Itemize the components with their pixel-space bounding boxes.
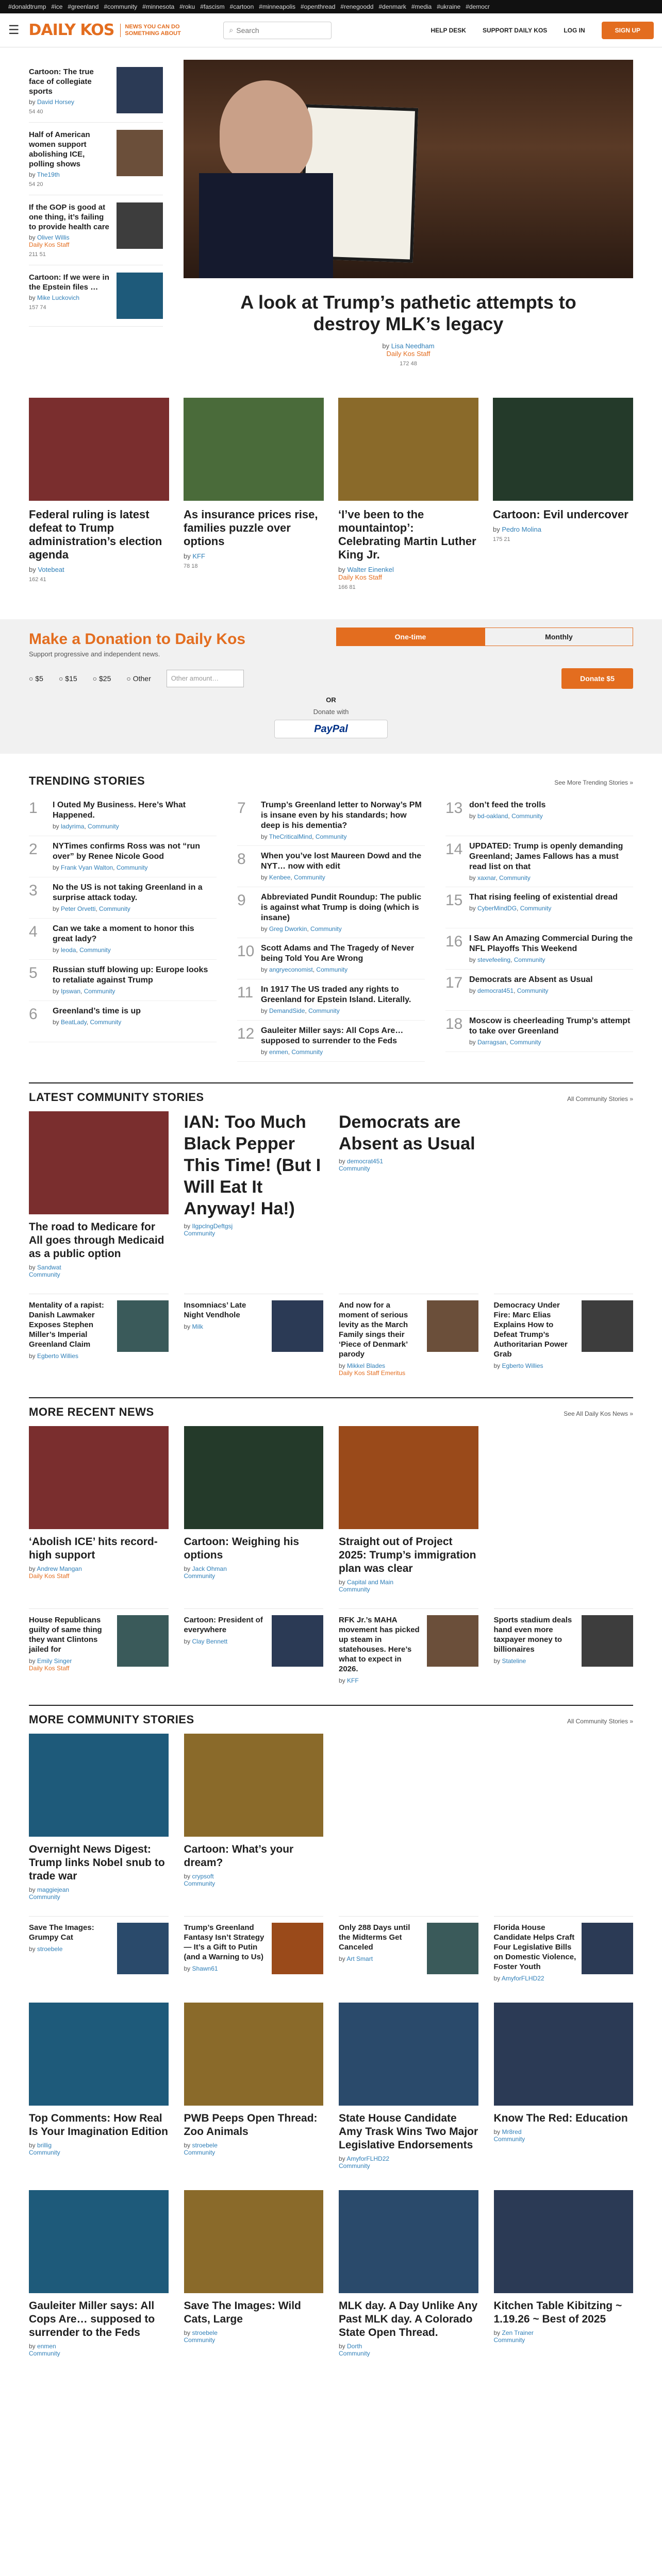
- trending-title[interactable]: Trump’s Greenland letter to Norway’s PM is insane even by his standards; how deep is his dementia?: [261, 801, 422, 830]
- trending-rank: 4: [29, 923, 38, 940]
- story-card[interactable]: [184, 1734, 324, 1901]
- trending-column: [29, 795, 217, 1062]
- tag-link[interactable]: #media: [411, 3, 432, 10]
- small-story-title[interactable]: Sports stadium deals hand even more taxpayer money to billionaires: [493, 1616, 572, 1654]
- trending-rank: 2: [29, 841, 38, 858]
- frequency-toggle: [336, 628, 633, 646]
- left-story-byline: by Mike Luckovich: [29, 294, 80, 301]
- trending-more-link[interactable]: See More Trending Stories »: [554, 779, 633, 786]
- amount-radio-15[interactable]: ○ $15: [58, 674, 77, 683]
- left-story-title[interactable]: Cartoon: The true face of collegiate sports: [29, 67, 94, 96]
- small-story-thumbnail[interactable]: [582, 1615, 633, 1667]
- feature-title[interactable]: Cartoon: Evil undercover: [493, 508, 628, 521]
- story-title[interactable]: State House Candidate Amy Trask Wins Two Major Legislative Endorsements: [339, 2112, 478, 2151]
- story-image[interactable]: [494, 2190, 634, 2293]
- trending-rank: 1: [29, 800, 38, 817]
- feature-byline: by Walter Einenkel Daily Kos Staff: [338, 566, 394, 581]
- small-story[interactable]: [184, 1916, 324, 1982]
- small-story-thumbnail[interactable]: [117, 1615, 169, 1667]
- small-story-title[interactable]: Save The Images: Grumpy Cat: [29, 1923, 94, 1942]
- trending-title[interactable]: I Saw An Amazing Commercial During the NFL Playoffs This Weekend: [469, 934, 633, 953]
- small-story[interactable]: [494, 1294, 634, 1377]
- feature-stats: 175 21: [493, 536, 510, 543]
- left-story[interactable]: [29, 195, 163, 265]
- story-title[interactable]: IAN: Too Much Black Pepper This Time! (But I Will Eat It Anyway! Ha!): [184, 1112, 321, 1218]
- trending-rank: 17: [445, 974, 463, 991]
- story-byline: by Mr8red Community: [493, 2128, 525, 2143]
- story-image[interactable]: [339, 1426, 478, 1529]
- small-story-byline: by Milk: [184, 1323, 203, 1330]
- story-title[interactable]: MLK day. A Day Unlike Any Past MLK day. A Colorado State Open Thread.: [339, 2300, 478, 2338]
- hamburger-icon[interactable]: ☰: [8, 23, 20, 37]
- trending-item[interactable]: [237, 1021, 425, 1062]
- trending-byline: by TheCriticalMind, Community: [261, 833, 347, 840]
- trending-byline: by CyberMindDG, Community: [469, 905, 552, 912]
- left-story-thumbnail[interactable]: [117, 273, 163, 319]
- feature-stats: 166 81: [338, 584, 356, 590]
- feature-story[interactable]: [29, 398, 169, 590]
- feature-story[interactable]: [184, 398, 324, 590]
- small-story-thumbnail[interactable]: [427, 1923, 478, 1974]
- tag-link[interactable]: #ice: [51, 3, 63, 10]
- story-image[interactable]: [29, 2190, 169, 2293]
- left-story-byline: by The19th: [29, 171, 60, 178]
- trending-item[interactable]: [445, 836, 633, 887]
- trending-item[interactable]: [237, 846, 425, 887]
- story-image[interactable]: [184, 2003, 324, 2106]
- paypal-button[interactable]: PayPal: [274, 720, 388, 738]
- feature-story[interactable]: [493, 398, 633, 590]
- trending-item[interactable]: [445, 795, 633, 836]
- trending-byline: by Peter Orvetti, Community: [53, 905, 130, 912]
- story-card[interactable]: [494, 2003, 634, 2170]
- left-story-byline: by David Horsey: [29, 98, 75, 106]
- trending-rank: 12: [237, 1025, 255, 1042]
- feature-image[interactable]: [338, 398, 478, 501]
- login-link[interactable]: LOG IN: [564, 26, 585, 34]
- small-story[interactable]: [184, 1608, 324, 1684]
- trending-item[interactable]: [445, 928, 633, 970]
- story-card[interactable]: [29, 1734, 169, 1901]
- trending-item[interactable]: [29, 795, 217, 836]
- small-story-byline: by Shawn61: [184, 1965, 218, 1972]
- story-title[interactable]: Overnight News Digest: Trump links Nobel snub to trade war: [29, 1843, 165, 1882]
- trending-column: [445, 795, 633, 1062]
- trending-rank: 14: [445, 841, 463, 858]
- hero-byline: by Lisa Needham Daily Kos Staff: [382, 342, 435, 358]
- small-story-title[interactable]: Mentality of a rapist: Danish Lawmaker Exposes Stephen Miller’s Imperial Greenland Claim: [29, 1301, 104, 1349]
- story-title[interactable]: Save The Images: Wild Cats, Large: [184, 2300, 301, 2325]
- story-byline: by Capital and Main Community: [339, 1579, 394, 1593]
- more-community-title: MORE COMMUNITY STORIES: [29, 1713, 194, 1726]
- trending-title[interactable]: Scott Adams and The Tragedy of Never being Told You Are Wrong: [261, 944, 415, 963]
- story-card[interactable]: [339, 2190, 478, 2357]
- left-story-stats: 211 51: [29, 251, 46, 258]
- search-icon: ⌕: [229, 26, 234, 34]
- hero-title[interactable]: A look at Trump’s pathetic attempts to destroy MLK’s legacy: [240, 292, 576, 334]
- small-story-byline: by Emily Singer Daily Kos Staff: [29, 1657, 72, 1672]
- trending-byline: by angryeconomist, Community: [261, 966, 348, 973]
- donate-with-label: Donate with: [313, 708, 349, 716]
- trending-byline: by Ipswan, Community: [53, 988, 115, 995]
- small-story[interactable]: [339, 1916, 478, 1982]
- tag-link[interactable]: #fascism: [200, 3, 225, 10]
- trending-rank: 7: [237, 800, 246, 817]
- feature-image[interactable]: [29, 398, 169, 501]
- feature-stats: 78 18: [184, 563, 198, 569]
- news-title: MORE RECENT NEWS: [29, 1405, 154, 1418]
- trending-item[interactable]: [29, 919, 217, 960]
- trending-title[interactable]: In 1917 The US traded any rights to Greenland for Epstein Island. Literally.: [261, 985, 411, 1004]
- trending-title[interactable]: Gauleiter Miller says: All Cops Are… supposed to surrender to the Feds: [261, 1026, 404, 1045]
- small-story-title[interactable]: Only 288 Days until the Midterms Get Canceled: [339, 1923, 410, 1952]
- story-card[interactable]: [29, 1111, 169, 1278]
- story-card[interactable]: [29, 2190, 169, 2357]
- story-byline: by Sandwat Community: [29, 1264, 61, 1278]
- search-input[interactable]: [236, 26, 326, 35]
- left-story-title[interactable]: If the GOP is good at one thing, it’s failing to provide health care: [29, 203, 109, 231]
- story-title[interactable]: Straight out of Project 2025: Trump’s immigration plan was clear: [339, 1536, 476, 1574]
- trending-item[interactable]: [29, 877, 217, 919]
- feature-title[interactable]: ‘I’ve been to the mountaintop’: Celebrating Martin Luther King Jr.: [338, 508, 476, 561]
- story-image[interactable]: [339, 2003, 478, 2106]
- tag-link[interactable]: #denmark: [378, 3, 406, 10]
- left-story-thumbnail[interactable]: [117, 202, 163, 249]
- trending-title[interactable]: Moscow is cheerleading Trump’s attempt to take over Greenland: [469, 1016, 631, 1036]
- small-story-byline: by Stateline: [493, 1657, 526, 1665]
- news-more-link[interactable]: See All Daily Kos News »: [564, 1410, 633, 1417]
- small-story-title[interactable]: Insomniacs’ Late Night Vendhole: [184, 1301, 246, 1319]
- story-image[interactable]: [29, 1426, 169, 1529]
- tag-link[interactable]: #donaldtrump: [8, 3, 46, 10]
- small-story-thumbnail[interactable]: [582, 1300, 633, 1352]
- amount-radio-other[interactable]: ○ Other: [126, 674, 151, 683]
- story-byline: by Jack Ohman Community: [184, 1565, 227, 1580]
- left-story[interactable]: [29, 265, 163, 327]
- tag-bar: [0, 0, 662, 13]
- trending-item[interactable]: [29, 836, 217, 877]
- story-image[interactable]: [184, 1426, 324, 1529]
- trending-rank: 15: [445, 892, 463, 909]
- small-story-thumbnail[interactable]: [272, 1300, 323, 1352]
- tag-link[interactable]: #democr: [466, 3, 490, 10]
- site-header: [0, 13, 662, 47]
- feature-image[interactable]: [184, 398, 324, 501]
- trending-byline: by enmen, Community: [261, 1048, 323, 1056]
- community-more-link[interactable]: All Community Stories »: [567, 1095, 633, 1103]
- story-card[interactable]: [29, 1426, 169, 1593]
- story-title[interactable]: Kitchen Table Kibitzing ~ 1.19.26 ~ Best of 2025: [493, 2300, 622, 2325]
- story-title[interactable]: Cartoon: Weighing his options: [184, 1536, 300, 1561]
- community-title: LATEST COMMUNITY STORIES: [29, 1091, 204, 1104]
- small-story[interactable]: [184, 1294, 324, 1377]
- tag-link[interactable]: #openthread: [301, 3, 336, 10]
- feature-story[interactable]: [338, 398, 478, 590]
- story-byline: by AmyforFLHD22 Community: [339, 2155, 390, 2170]
- story-image[interactable]: [29, 1111, 169, 1214]
- story-byline: by crypsoft Community: [184, 1873, 216, 1887]
- left-story-stats: 54 40: [29, 109, 43, 115]
- hero-stats: 172 48: [400, 361, 417, 367]
- trending-column: [237, 795, 425, 1062]
- help-desk-link[interactable]: HELP DESK: [431, 26, 466, 34]
- signup-button[interactable]: SIGN UP: [602, 22, 654, 39]
- story-title[interactable]: Gauleiter Miller says: All Cops Are… supposed to surrender to the Feds: [29, 2300, 155, 2338]
- trending-title[interactable]: That rising feeling of existential dread: [469, 893, 618, 902]
- small-story-thumbnail[interactable]: [427, 1615, 478, 1667]
- story-image[interactable]: [184, 1734, 324, 1837]
- other-amount-input[interactable]: Other amount…: [167, 670, 244, 687]
- small-story-thumbnail[interactable]: [117, 1923, 169, 1974]
- donate-title: Make a Donation to Daily Kos: [29, 631, 246, 648]
- amount-radio-5[interactable]: ○ $5: [29, 674, 43, 683]
- left-story-title[interactable]: Cartoon: If we were in the Epstein files …: [29, 273, 109, 292]
- small-story-title[interactable]: Trump’s Greenland Fantasy Isn’t Strategy — It’s a Gift to Putin (and a Warning to Us): [184, 1923, 264, 1961]
- trending-item[interactable]: [445, 1011, 633, 1052]
- story-byline: by Zen Trainer Community: [493, 2329, 534, 2344]
- trending-item[interactable]: [237, 938, 425, 979]
- small-story-thumbnail[interactable]: [582, 1923, 633, 1974]
- amount-options: [29, 668, 633, 689]
- trending-byline: by bd-oakland, Community: [469, 812, 543, 820]
- donation-panel: [0, 619, 662, 754]
- story-card[interactable]: [184, 2003, 324, 2170]
- small-story-title[interactable]: House Republicans guilty of same thing they want Clintons jailed for: [29, 1616, 102, 1654]
- small-story-thumbnail[interactable]: [272, 1923, 323, 1974]
- small-story-byline: by Egberto Willies: [493, 1362, 543, 1369]
- trending-item[interactable]: [237, 887, 425, 938]
- story-byline: by Dorth Community: [339, 2343, 370, 2357]
- one-time-tab[interactable]: One-time: [336, 628, 485, 646]
- trending-byline: by stevefeeling, Community: [469, 956, 545, 963]
- small-story-byline: by Mikkel Blades Daily Kos Staff Emeritus: [339, 1362, 406, 1377]
- small-story-thumbnail[interactable]: [427, 1300, 478, 1352]
- tag-link[interactable]: #community: [104, 3, 138, 10]
- small-story-byline: by stroebele: [29, 1945, 63, 1953]
- trending-rank: 10: [237, 943, 255, 960]
- trending-byline: by BeatLady, Community: [53, 1019, 122, 1026]
- trending-title[interactable]: Democrats are Absent as Usual: [469, 975, 593, 984]
- small-story[interactable]: [29, 1916, 169, 1982]
- tag-link[interactable]: #greenland: [68, 3, 99, 10]
- trending-title[interactable]: Russian stuff blowing up: Europe looks to retaliate against Trump: [53, 965, 208, 985]
- small-story[interactable]: [494, 1916, 634, 1982]
- trending-title[interactable]: UPDATED: Trump is openly demanding Greenland; James Fallows has a must read list on that: [469, 842, 623, 871]
- small-story-byline: by Art Smart: [339, 1955, 373, 1962]
- story-image[interactable]: [29, 2003, 169, 2106]
- story-image[interactable]: [184, 2190, 324, 2293]
- small-story-title[interactable]: And now for a moment of serious levity as the March Family sings their ‘Piece of Denmark’ parody: [339, 1301, 408, 1359]
- trending-title[interactable]: I Outed My Business. Here’s What Happened.: [53, 801, 186, 820]
- trending-item[interactable]: [237, 979, 425, 1021]
- trending-title[interactable]: don’t feed the trolls: [469, 801, 546, 809]
- feature-image[interactable]: [493, 398, 633, 501]
- story-card[interactable]: [339, 1426, 478, 1593]
- left-story-byline: by Oliver Willis Daily Kos Staff: [29, 234, 70, 248]
- trending-byline: by Greg Dworkin, Community: [261, 925, 342, 933]
- trending-byline: by Frank Vyan Walton, Community: [53, 864, 148, 871]
- trending-title[interactable]: Can we take a moment to honor this great lady?: [53, 924, 194, 943]
- trending-rank: 5: [29, 964, 38, 981]
- small-story[interactable]: [29, 1608, 169, 1684]
- trending-rank: 18: [445, 1015, 463, 1032]
- left-story[interactable]: [29, 60, 163, 123]
- donate-subtitle: Support progressive and independent news.: [29, 650, 160, 658]
- trending-title[interactable]: When you’ve lost Maureen Dowd and the NYT… now with edit: [261, 852, 422, 871]
- small-story-title[interactable]: Democracy Under Fire: Marc Elias Explains How to Defeat Trump’s Authoritarian Power Grab: [493, 1301, 568, 1359]
- feature-title[interactable]: As insurance prices rise, families puzzle over options: [184, 508, 318, 548]
- trending-item[interactable]: [29, 960, 217, 1001]
- monthly-tab[interactable]: Monthly: [485, 628, 633, 646]
- story-title[interactable]: Cartoon: What’s your dream?: [184, 1843, 294, 1869]
- story-card[interactable]: [339, 1111, 478, 1278]
- amount-radio-25[interactable]: ○ $25: [92, 674, 111, 683]
- logo[interactable]: DAILY KOS: [28, 21, 114, 39]
- story-title[interactable]: The road to Medicare for All goes through Medicaid as a public option: [29, 1221, 164, 1260]
- tag-link[interactable]: #minneapolis: [259, 3, 295, 10]
- story-image[interactable]: [29, 1734, 169, 1837]
- left-story-thumbnail[interactable]: [117, 130, 163, 176]
- small-story[interactable]: [494, 1608, 634, 1684]
- story-title[interactable]: ‘Abolish ICE’ hits record-high support: [29, 1536, 158, 1561]
- trending-byline: by Darragsan, Community: [469, 1039, 541, 1046]
- trending-rank: 9: [237, 892, 246, 909]
- trending-byline: by ladyrima, Community: [53, 823, 119, 830]
- trending-rank: 3: [29, 882, 38, 899]
- feature-byline: by Votebeat: [29, 566, 64, 573]
- more-community-more-link[interactable]: All Community Stories »: [567, 1718, 633, 1725]
- story-title[interactable]: PWB Peeps Open Thread: Zoo Animals: [184, 2112, 318, 2138]
- small-story-byline: by Clay Bennett: [184, 1638, 228, 1645]
- trending-title[interactable]: Greenland’s time is up: [53, 1007, 141, 1015]
- story-image[interactable]: [339, 2190, 478, 2293]
- tag-link[interactable]: #minnesota: [142, 3, 175, 10]
- trending-title: TRENDING STORIES: [29, 774, 145, 787]
- support-link[interactable]: SUPPORT DAILY KOS: [482, 26, 548, 34]
- story-image[interactable]: [494, 2003, 634, 2106]
- trending-item[interactable]: [445, 887, 633, 928]
- hero-story[interactable]: [184, 60, 633, 367]
- trending-rank: 13: [445, 800, 463, 817]
- tag-link[interactable]: #cartoon: [229, 3, 254, 10]
- trending-title[interactable]: No the US is not taking Greenland in a surprise attack today.: [53, 883, 203, 902]
- trending-rank: 16: [445, 933, 463, 950]
- story-card[interactable]: [184, 1426, 324, 1593]
- hero-image[interactable]: [184, 60, 633, 278]
- trending-byline: by DemandSide, Community: [261, 1007, 340, 1014]
- left-story-stats: 157 74: [29, 304, 46, 311]
- left-story-stats: 54 20: [29, 181, 43, 188]
- story-title[interactable]: Democrats are Absent as Usual: [339, 1112, 475, 1154]
- trending-rank: 8: [237, 851, 246, 868]
- trending-byline: by xaxnar, Community: [469, 874, 531, 882]
- small-story[interactable]: [339, 1608, 478, 1684]
- story-card[interactable]: [184, 1111, 324, 1278]
- left-story-thumbnail[interactable]: [117, 67, 163, 113]
- feature-title[interactable]: Federal ruling is latest defeat to Trump administration’s election agenda: [29, 508, 162, 561]
- story-byline: by brillig Community: [29, 2142, 60, 2156]
- or-divider: OR: [326, 696, 336, 704]
- trending-item[interactable]: [29, 1001, 217, 1042]
- trending-title[interactable]: Abbreviated Pundit Roundup: The public is against what Trump is doing (which is insane): [261, 893, 422, 922]
- story-card[interactable]: [339, 2003, 478, 2170]
- search-box[interactable]: [223, 22, 332, 39]
- story-byline: by democrat451 Community: [339, 1158, 384, 1172]
- small-story[interactable]: [29, 1294, 169, 1377]
- small-story-thumbnail[interactable]: [272, 1615, 323, 1667]
- trending-byline: by Kenbee, Community: [261, 874, 325, 881]
- small-story[interactable]: [339, 1294, 478, 1377]
- small-story-byline: by AmyforFLHD22: [493, 1975, 544, 1982]
- story-card[interactable]: [184, 2190, 324, 2357]
- story-byline: by maggiejean Community: [29, 1886, 70, 1901]
- donate-button[interactable]: Donate $5: [561, 668, 633, 689]
- tag-link[interactable]: #renegoodd: [340, 3, 374, 10]
- small-story-title[interactable]: Cartoon: President of everywhere: [184, 1616, 263, 1634]
- trending-rank: 11: [237, 984, 254, 1001]
- feature-stats: 162 41: [29, 577, 46, 583]
- trending-title[interactable]: NYTimes confirms Ross was not “run over” by Renee Nicole Good: [53, 842, 200, 861]
- small-story-byline: by Egberto Willies: [29, 1352, 79, 1360]
- tag-link[interactable]: #ukraine: [437, 3, 461, 10]
- story-byline: by stroebele Community: [184, 2142, 218, 2156]
- trending-item[interactable]: [445, 970, 633, 1011]
- left-story-title[interactable]: Half of American women support abolishing ICE, polling shows: [29, 130, 90, 168]
- feature-byline: by KFF: [184, 552, 205, 560]
- tag-link[interactable]: #roku: [179, 3, 195, 10]
- story-title[interactable]: Top Comments: How Real Is Your Imagination Edition: [29, 2112, 168, 2138]
- small-story-title[interactable]: Florida House Candidate Helps Craft Four Legislative Bills on Domestic Violence, Foster Youth: [493, 1923, 576, 1971]
- trending-item[interactable]: [237, 795, 425, 846]
- story-card[interactable]: [494, 2190, 634, 2357]
- small-story-byline: by KFF: [339, 1677, 359, 1684]
- small-story-thumbnail[interactable]: [117, 1300, 169, 1352]
- trending-rank: 6: [29, 1006, 38, 1023]
- left-story[interactable]: [29, 123, 163, 195]
- story-byline: by IlgpclngDeftgsj Community: [184, 1223, 233, 1237]
- story-byline: by Andrew Mangan Daily Kos Staff: [29, 1565, 82, 1580]
- feature-byline: by Pedro Molina: [493, 526, 541, 533]
- story-byline: by stroebele Community: [184, 2329, 218, 2344]
- small-story-title[interactable]: RFK Jr.’s MAHA movement has picked up steam in statehouses. Here’s what to expect in 2026.: [339, 1616, 420, 1673]
- story-title[interactable]: Know The Red: Education: [493, 2112, 628, 2124]
- story-card[interactable]: [29, 2003, 169, 2170]
- story-byline: by enmen Community: [29, 2343, 60, 2357]
- trending-byline: by democrat451, Community: [469, 987, 549, 994]
- tagline: NEWS YOU CAN DO SOMETHING ABOUT: [120, 24, 203, 37]
- trending-byline: by leoda, Community: [53, 946, 111, 954]
